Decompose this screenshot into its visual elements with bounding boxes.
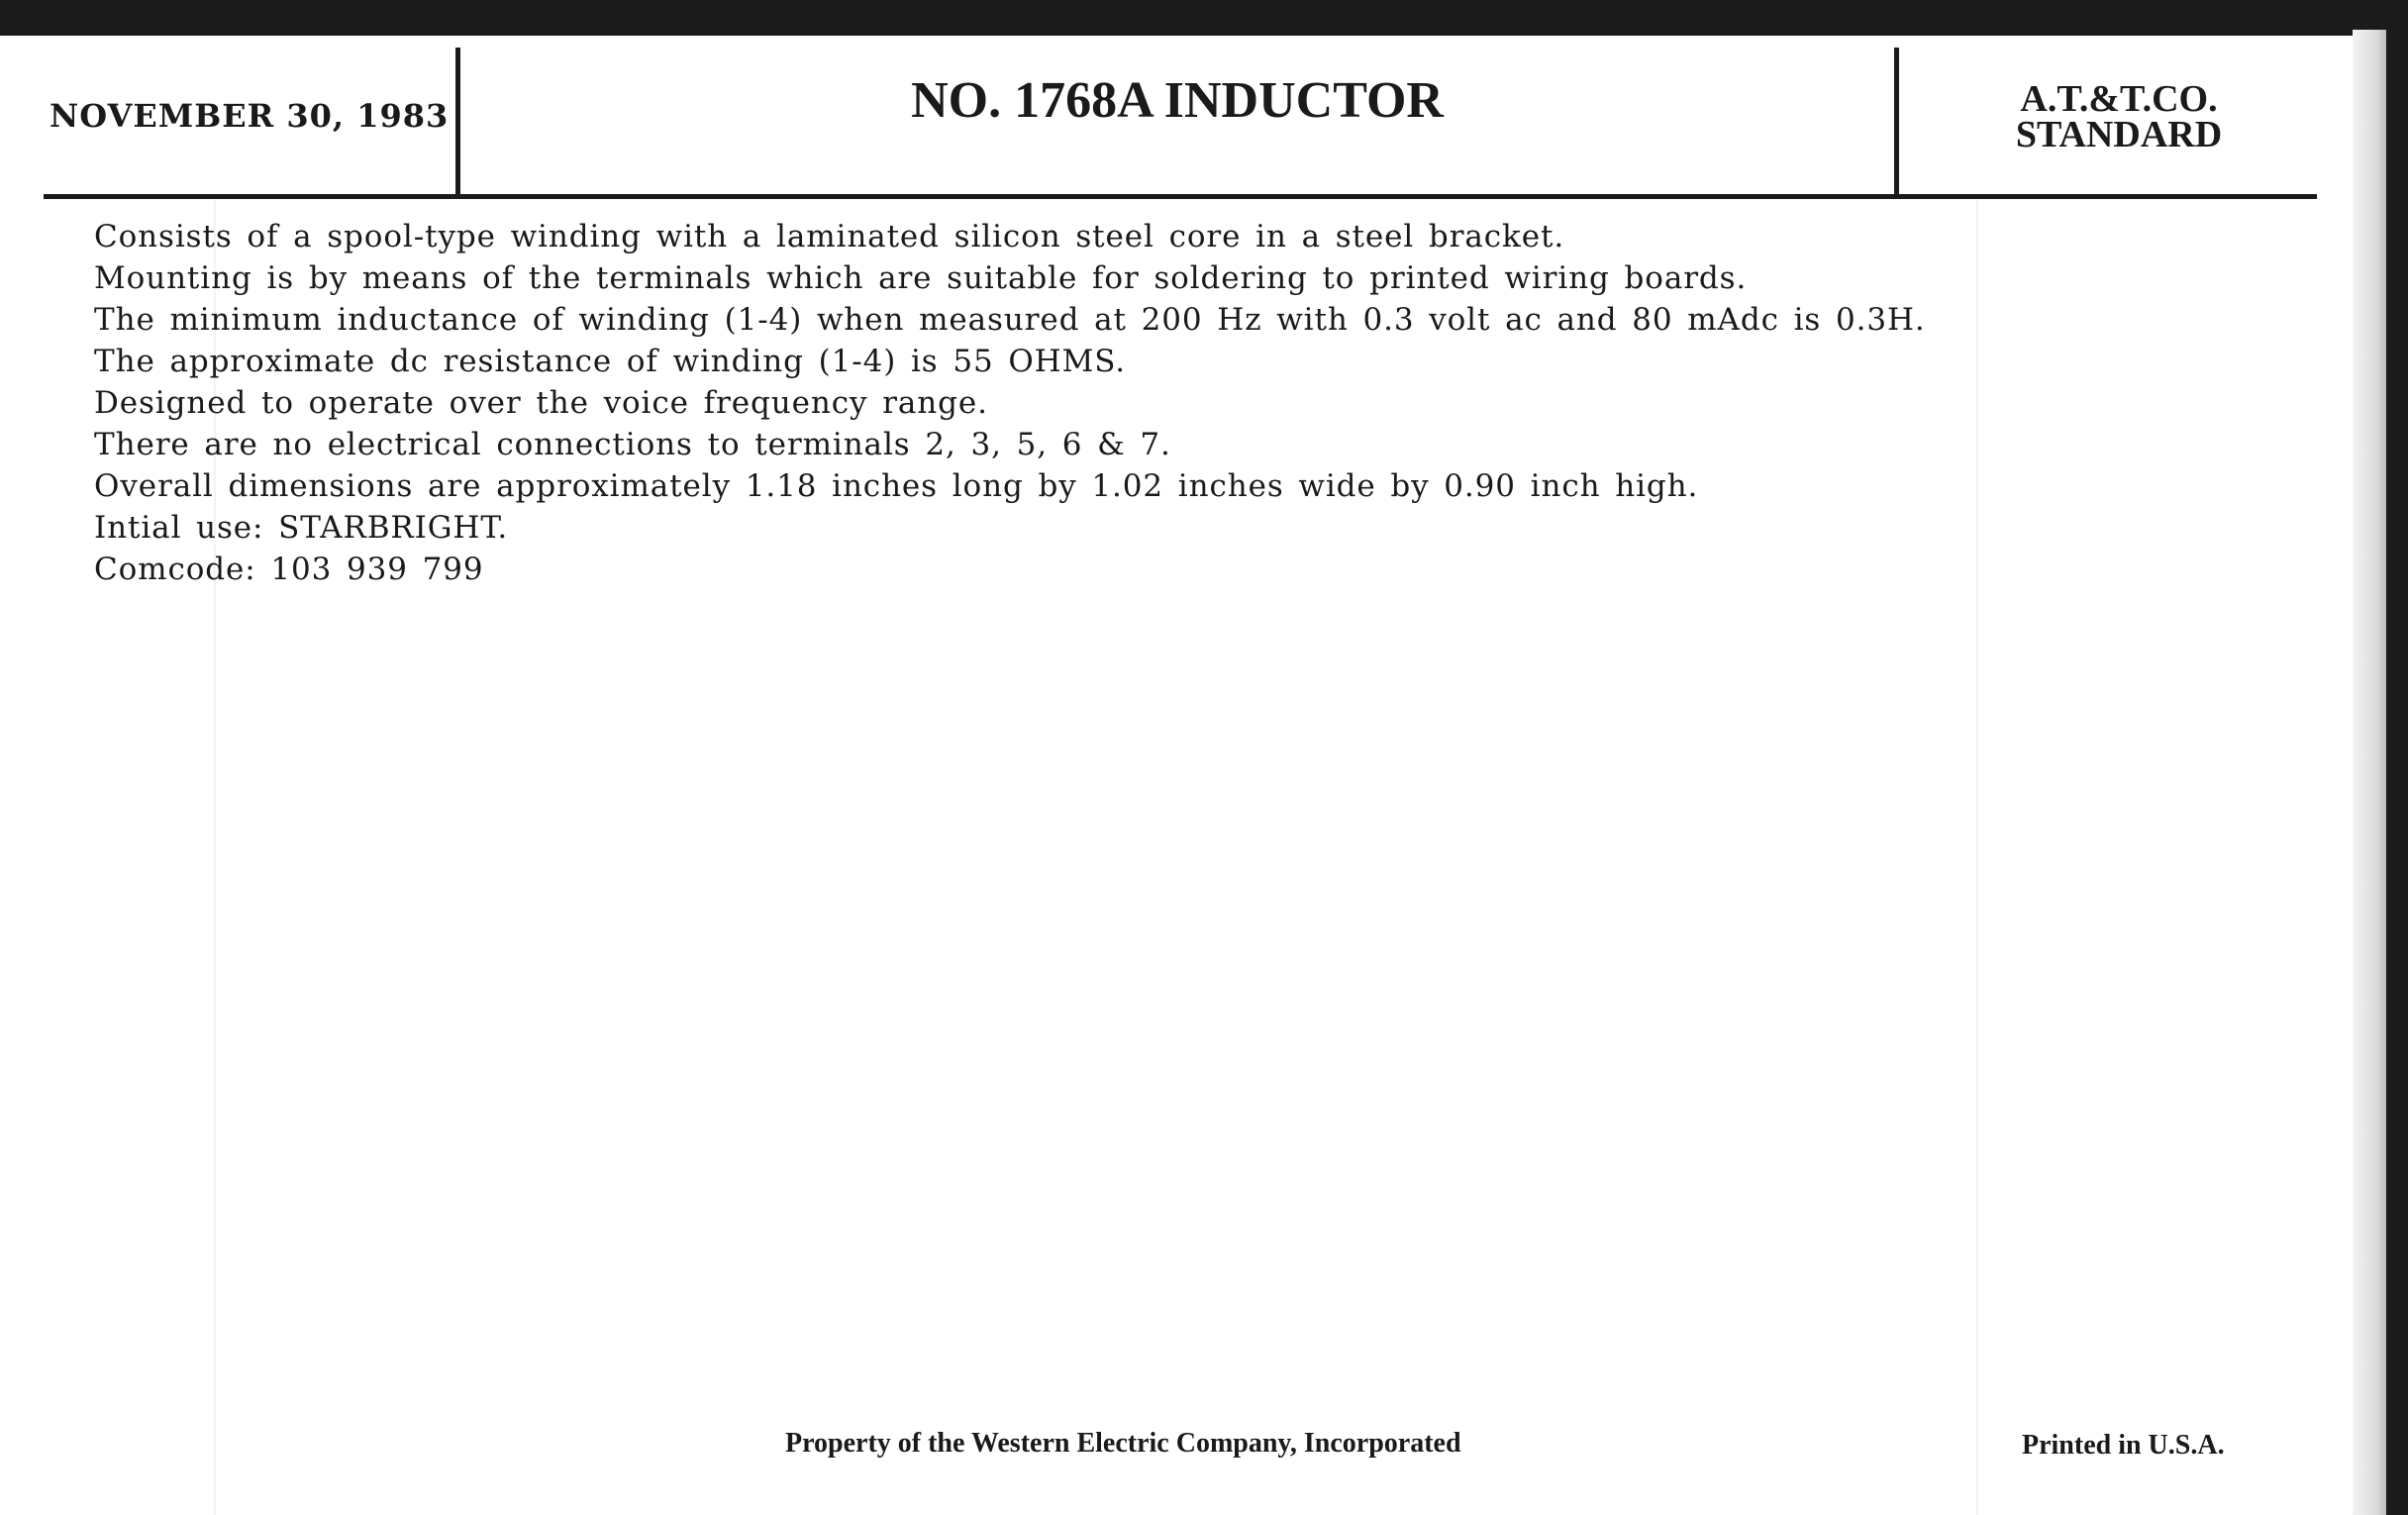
document-title: NO. 1768A INDUCTOR [911,72,1444,129]
header-rule [44,194,2317,199]
description-block [94,216,2272,590]
footer-property-notice: Property of the Western Electric Company, Incorporated [785,1428,1461,1459]
description-line: Mounting is by means of the terminals which are suitable for soldering to printed wiring boards. [94,260,1748,296]
footer-printed-in: Printed in U.S.A. [2022,1430,2225,1461]
standard-line-company: A.T.&T.CO. [2020,78,2218,120]
standard-designation [1941,78,2297,155]
description-line: The approximate dc resistance of winding (1-4) is 55 OHMS. [94,344,1126,379]
document-date: NOVEMBER 30, 1983 [50,97,450,135]
scan-border-top [0,0,2408,36]
description-line: Consists of a spool-type winding with a laminated silicon steel core in a steel bracket. [94,219,1565,254]
description-line: Overall dimensions are approximately 1.18 inches long by 1.02 inches wide by 0.90 inch high. [94,468,1699,504]
description-line: The minimum inductance of winding (1-4) when measured at 200 Hz with 0.3 volt ac and 80 mAdc is 0.3H. [94,302,1926,338]
scan-edge-shadow [2353,30,2386,1515]
description-line: There are no electrical connections to terminals 2, 3, 5, 6 & 7. [94,427,1171,462]
header-divider-right [1894,48,1899,196]
scan-border-right [2386,0,2408,1515]
description-line: Designed to operate over the voice frequency range. [94,385,988,421]
standard-line-label: STANDARD [2015,114,2223,155]
description-line: Intial use: STARBRIGHT. [94,510,509,546]
description-line: Comcode: 103 939 799 [94,552,484,587]
